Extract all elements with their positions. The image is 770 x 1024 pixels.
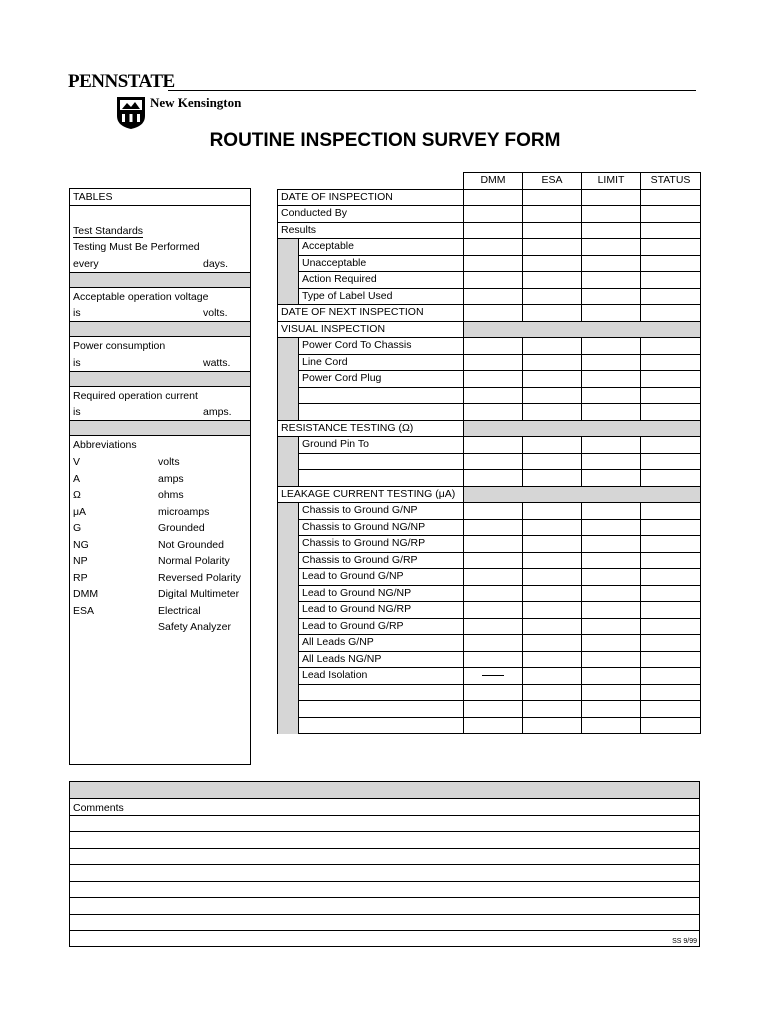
action-required-label: Action Required xyxy=(299,272,464,289)
indent-cell xyxy=(278,701,299,718)
resistance-testing-label: RESISTANCE TESTING (Ω) xyxy=(278,420,464,437)
entry-cell[interactable] xyxy=(641,635,701,652)
table-row xyxy=(278,519,701,536)
table-row xyxy=(278,635,701,652)
indent-cell xyxy=(278,354,299,371)
entry-cell[interactable] xyxy=(523,618,582,635)
entry-cell[interactable] xyxy=(523,387,582,404)
entry-cell[interactable] xyxy=(464,519,523,536)
abbreviation-meaning: Safety Analyzer xyxy=(158,621,231,633)
entry-cell[interactable] xyxy=(464,239,523,256)
blank-item xyxy=(299,387,464,404)
entry-cell[interactable] xyxy=(641,404,701,421)
entry-cell[interactable] xyxy=(464,635,523,652)
entry-cell[interactable] xyxy=(582,536,641,553)
table-row xyxy=(278,354,701,371)
unacceptable-label: Unacceptable xyxy=(299,255,464,272)
grey-band xyxy=(70,321,250,337)
entry-cell[interactable] xyxy=(582,272,641,289)
entry-cell[interactable] xyxy=(464,288,523,305)
leakage-item-label: Lead to Ground NG/NP xyxy=(299,585,464,602)
current-label: Required operation current xyxy=(73,390,198,402)
abbreviation-row xyxy=(70,586,250,602)
table-row xyxy=(278,255,701,272)
divider xyxy=(70,205,250,206)
entry-cell[interactable] xyxy=(523,552,582,569)
inspection-table xyxy=(277,172,701,734)
entry-cell[interactable] xyxy=(641,453,701,470)
entry-cell[interactable] xyxy=(523,470,582,487)
entry-cell[interactable] xyxy=(464,503,523,520)
abbreviation-row xyxy=(70,471,250,487)
indent-cell xyxy=(278,272,299,289)
table-row xyxy=(278,420,701,437)
table-row xyxy=(278,189,701,206)
entry-cell[interactable] xyxy=(582,288,641,305)
table-row xyxy=(278,684,701,701)
entry-cell[interactable] xyxy=(582,701,641,718)
reference-tables-panel xyxy=(69,188,251,765)
line-cord-label: Line Cord xyxy=(299,354,464,371)
pennstate-logo: PENNSTATE xyxy=(68,71,175,92)
comments-box xyxy=(69,781,700,947)
entry-cell[interactable] xyxy=(523,189,582,206)
leakage-item-label: Lead to Ground G/NP xyxy=(299,569,464,586)
date-of-next-inspection-label: DATE OF NEXT INSPECTION xyxy=(278,305,464,322)
indent-cell xyxy=(278,618,299,635)
indent-cell xyxy=(278,569,299,586)
is-label: is xyxy=(73,307,81,319)
entry-cell[interactable] xyxy=(464,206,523,223)
entry-cell[interactable] xyxy=(523,701,582,718)
abbreviation-meaning: Grounded xyxy=(158,522,205,534)
entry-cell[interactable] xyxy=(582,189,641,206)
leakage-item-label: Lead Isolation xyxy=(299,668,464,685)
indent-cell xyxy=(278,635,299,652)
entry-cell[interactable] xyxy=(582,222,641,239)
entry-cell[interactable] xyxy=(582,470,641,487)
entry-cell[interactable] xyxy=(582,519,641,536)
entry-cell[interactable] xyxy=(582,305,641,322)
abbreviation-code: NG xyxy=(73,538,89,551)
grey-band xyxy=(464,321,701,338)
test-standards-label: Test Standards xyxy=(73,225,144,237)
leakage-item-label: Chassis to Ground NG/NP xyxy=(299,519,464,536)
entry-cell[interactable] xyxy=(641,651,701,668)
entry-cell[interactable] xyxy=(523,206,582,223)
blank-header xyxy=(278,173,464,190)
abbreviation-code: RP xyxy=(73,571,88,584)
entry-cell[interactable] xyxy=(464,651,523,668)
column-header: STATUS xyxy=(641,173,701,190)
entry-cell[interactable] xyxy=(464,552,523,569)
entry-cell[interactable] xyxy=(464,189,523,206)
acceptable-label: Acceptable xyxy=(299,239,464,256)
dmm-dash xyxy=(464,668,523,685)
abbreviation-row xyxy=(70,520,250,536)
entry-cell[interactable] xyxy=(464,717,523,734)
entry-cell[interactable] xyxy=(523,585,582,602)
table-row xyxy=(278,338,701,355)
entry-cell[interactable] xyxy=(523,255,582,272)
table-row xyxy=(278,569,701,586)
blank-item xyxy=(299,717,464,734)
abbreviation-row xyxy=(70,603,250,619)
abbreviation-meaning: volts xyxy=(158,456,180,468)
table-row xyxy=(278,668,701,685)
entry-cell[interactable] xyxy=(582,255,641,272)
abbreviation-row xyxy=(70,454,250,470)
abbreviation-meaning: ohms xyxy=(158,489,184,501)
table-row xyxy=(278,717,701,734)
table-row xyxy=(278,387,701,404)
entry-cell[interactable] xyxy=(523,305,582,322)
entry-cell[interactable] xyxy=(464,272,523,289)
entry-cell[interactable] xyxy=(641,684,701,701)
entry-cell[interactable] xyxy=(641,206,701,223)
indent-cell xyxy=(278,602,299,619)
every-label: every xyxy=(73,258,99,270)
entry-cell[interactable] xyxy=(582,404,641,421)
indent-cell xyxy=(278,651,299,668)
entry-cell[interactable] xyxy=(523,338,582,355)
shield-logo-icon xyxy=(116,96,146,130)
entry-cell[interactable] xyxy=(582,387,641,404)
entry-cell[interactable] xyxy=(582,569,641,586)
days-unit: days. xyxy=(203,258,229,270)
entry-cell[interactable] xyxy=(464,453,523,470)
is-label: is xyxy=(73,357,81,369)
abbreviation-row xyxy=(70,537,250,553)
table-row xyxy=(278,453,701,470)
amps-unit: amps. xyxy=(203,406,232,418)
entry-cell[interactable] xyxy=(582,552,641,569)
leakage-item-label: Chassis to Ground G/RP xyxy=(299,552,464,569)
entry-cell[interactable] xyxy=(464,387,523,404)
leakage-item-label: All Leads NG/NP xyxy=(299,651,464,668)
entry-cell[interactable] xyxy=(641,701,701,718)
table-row xyxy=(278,321,701,338)
entry-cell[interactable] xyxy=(464,684,523,701)
entry-cell[interactable] xyxy=(582,717,641,734)
indent-cell xyxy=(278,668,299,685)
comments-label: Comments xyxy=(73,802,124,814)
entry-cell[interactable] xyxy=(523,222,582,239)
abbreviation-meaning: Normal Polarity xyxy=(158,555,230,567)
dash-mark xyxy=(482,675,504,676)
abbreviation-row xyxy=(70,487,250,503)
indent-cell xyxy=(278,684,299,701)
column-header: ESA xyxy=(523,173,582,190)
table-row xyxy=(278,486,701,503)
leakage-item-label: Lead to Ground NG/RP xyxy=(299,602,464,619)
abbreviation-code: NP xyxy=(73,555,88,567)
table-row xyxy=(278,618,701,635)
grey-band xyxy=(464,420,701,437)
entry-cell[interactable] xyxy=(523,239,582,256)
conducted-by-label: Conducted By xyxy=(278,206,464,223)
indent-cell xyxy=(278,288,299,305)
indent-cell xyxy=(278,338,299,355)
entry-cell[interactable] xyxy=(523,519,582,536)
abbreviation-meaning: Reversed Polarity xyxy=(158,571,241,584)
entry-cell[interactable] xyxy=(523,602,582,619)
entry-cell[interactable] xyxy=(582,668,641,685)
entry-cell[interactable] xyxy=(523,453,582,470)
column-header-row xyxy=(278,173,701,190)
entry-cell[interactable] xyxy=(641,552,701,569)
entry-cell[interactable] xyxy=(464,618,523,635)
entry-cell[interactable] xyxy=(464,701,523,718)
entry-cell[interactable] xyxy=(641,255,701,272)
entry-cell[interactable] xyxy=(523,354,582,371)
form-title: ROUTINE INSPECTION SURVEY FORM xyxy=(209,130,561,151)
entry-cell[interactable] xyxy=(582,437,641,454)
entry-cell[interactable] xyxy=(523,437,582,454)
table-row xyxy=(278,470,701,487)
table-row xyxy=(278,288,701,305)
entry-cell[interactable] xyxy=(641,519,701,536)
grey-band xyxy=(70,272,250,288)
entry-cell[interactable] xyxy=(523,668,582,685)
campus-name: New Kensington xyxy=(150,95,242,110)
indent-cell xyxy=(278,239,299,256)
table-row xyxy=(278,371,701,388)
entry-cell[interactable] xyxy=(523,684,582,701)
table-row xyxy=(278,585,701,602)
entry-cell[interactable] xyxy=(582,239,641,256)
table-row xyxy=(278,651,701,668)
entry-cell[interactable] xyxy=(641,717,701,734)
abbreviation-row xyxy=(70,553,250,569)
indent-cell xyxy=(278,371,299,388)
entry-cell[interactable] xyxy=(523,635,582,652)
entry-cell[interactable] xyxy=(582,206,641,223)
indent-cell xyxy=(278,536,299,553)
entry-cell[interactable] xyxy=(464,602,523,619)
entry-cell[interactable] xyxy=(582,453,641,470)
table-row xyxy=(278,305,701,322)
entry-cell[interactable] xyxy=(464,470,523,487)
abbreviation-code: G xyxy=(73,522,82,534)
abbreviation-meaning: Electrical xyxy=(158,604,201,617)
entry-cell[interactable] xyxy=(582,354,641,371)
entry-cell[interactable] xyxy=(582,684,641,701)
entry-cell[interactable] xyxy=(641,189,701,206)
abbreviation-code: μA xyxy=(73,505,87,518)
form-code: SS 9/99 xyxy=(672,938,697,945)
entry-cell[interactable] xyxy=(641,569,701,586)
entry-cell[interactable] xyxy=(641,338,701,355)
entry-cell[interactable] xyxy=(641,371,701,388)
entry-cell[interactable] xyxy=(641,602,701,619)
indent-cell xyxy=(278,717,299,734)
voltage-label: Acceptable operation voltage xyxy=(73,291,209,303)
column-header: DMM xyxy=(464,173,523,190)
entry-cell[interactable] xyxy=(523,569,582,586)
indent-cell xyxy=(278,404,299,421)
blank-item xyxy=(299,404,464,421)
entry-cell[interactable] xyxy=(523,717,582,734)
entry-cell[interactable] xyxy=(464,404,523,421)
entry-cell[interactable] xyxy=(641,536,701,553)
indent-cell xyxy=(278,552,299,569)
leakage-current-label: LEAKAGE CURRENT TESTING (μA) xyxy=(278,486,464,503)
visual-inspection-label: VISUAL INSPECTION xyxy=(278,321,464,338)
table-row xyxy=(278,404,701,421)
indent-cell xyxy=(278,519,299,536)
entry-cell[interactable] xyxy=(523,404,582,421)
is-label: is xyxy=(73,406,81,418)
abbreviation-code: DMM xyxy=(73,588,99,600)
table-row xyxy=(278,602,701,619)
date-of-inspection-label: DATE OF INSPECTION xyxy=(278,189,464,206)
table-row xyxy=(278,239,701,256)
abbreviation-meaning: microamps xyxy=(158,505,210,518)
table-row xyxy=(278,272,701,289)
entry-cell[interactable] xyxy=(523,536,582,553)
indent-cell xyxy=(278,470,299,487)
entry-cell[interactable] xyxy=(464,585,523,602)
abbreviation-code: V xyxy=(73,456,81,468)
entry-cell[interactable] xyxy=(641,437,701,454)
entry-cell[interactable] xyxy=(641,272,701,289)
grey-band xyxy=(70,782,699,798)
table-row xyxy=(278,222,701,239)
entry-cell[interactable] xyxy=(582,618,641,635)
ground-pin-label: Ground Pin To xyxy=(299,437,464,454)
entry-cell[interactable] xyxy=(523,503,582,520)
entry-cell[interactable] xyxy=(582,338,641,355)
entry-cell[interactable] xyxy=(641,387,701,404)
table-row xyxy=(278,552,701,569)
indent-cell xyxy=(278,503,299,520)
abbreviation-row xyxy=(70,619,250,635)
indent-cell xyxy=(278,255,299,272)
entry-cell[interactable] xyxy=(641,585,701,602)
leakage-item-label: Lead to Ground G/RP xyxy=(299,618,464,635)
table-row xyxy=(278,701,701,718)
watts-unit: watts. xyxy=(203,357,231,369)
indent-cell xyxy=(278,585,299,602)
entry-cell[interactable] xyxy=(641,503,701,520)
power-cord-chassis-label: Power Cord To Chassis xyxy=(299,338,464,355)
entry-cell[interactable] xyxy=(641,288,701,305)
blank-item xyxy=(299,701,464,718)
abbreviation-meaning: amps xyxy=(158,472,184,485)
leakage-item-label: Chassis to Ground G/NP xyxy=(299,503,464,520)
entry-cell[interactable] xyxy=(641,618,701,635)
entry-cell[interactable] xyxy=(582,371,641,388)
entry-cell[interactable] xyxy=(582,635,641,652)
blank-item xyxy=(299,470,464,487)
entry-cell[interactable] xyxy=(641,668,701,685)
indent-cell xyxy=(278,387,299,404)
abbreviation-meaning: Not Grounded xyxy=(158,538,224,551)
entry-cell[interactable] xyxy=(523,371,582,388)
blank-item xyxy=(299,453,464,470)
entry-cell[interactable] xyxy=(641,222,701,239)
entry-cell[interactable] xyxy=(641,239,701,256)
abbreviation-code: Ω xyxy=(73,489,81,501)
entry-cell[interactable] xyxy=(582,651,641,668)
entry-cell[interactable] xyxy=(523,272,582,289)
entry-cell[interactable] xyxy=(464,338,523,355)
table-row xyxy=(278,503,701,520)
entry-cell[interactable] xyxy=(641,354,701,371)
grey-band xyxy=(464,486,701,503)
grey-band xyxy=(70,420,250,436)
abbreviation-row xyxy=(70,504,250,520)
entry-cell[interactable] xyxy=(582,585,641,602)
testing-must-label: Testing Must Be Performed xyxy=(73,241,200,253)
abbreviations-label: Abbreviations xyxy=(73,439,137,451)
entry-cell[interactable] xyxy=(582,503,641,520)
header-rule xyxy=(168,90,696,91)
power-label: Power consumption xyxy=(73,340,166,352)
indent-cell xyxy=(278,437,299,454)
table-row xyxy=(278,437,701,454)
leakage-item-label: Chassis to Ground NG/RP xyxy=(299,536,464,553)
column-header: LIMIT xyxy=(582,173,641,190)
entry-cell[interactable] xyxy=(464,569,523,586)
entry-cell[interactable] xyxy=(523,288,582,305)
volts-unit: volts. xyxy=(203,307,228,319)
leakage-item-label: All Leads G/NP xyxy=(299,635,464,652)
entry-cell[interactable] xyxy=(641,470,701,487)
blank-item xyxy=(299,684,464,701)
power-cord-plug-label: Power Cord Plug xyxy=(299,371,464,388)
entry-cell[interactable] xyxy=(464,305,523,322)
abbreviation-meaning: Digital Multimeter xyxy=(158,588,240,600)
entry-cell[interactable] xyxy=(464,437,523,454)
tables-label: TABLES xyxy=(73,191,113,203)
entry-cell[interactable] xyxy=(464,354,523,371)
indent-cell xyxy=(278,453,299,470)
entry-cell[interactable] xyxy=(464,222,523,239)
entry-cell[interactable] xyxy=(641,305,701,322)
entry-cell[interactable] xyxy=(523,651,582,668)
abbreviation-code: ESA xyxy=(73,604,95,617)
type-of-label-label: Type of Label Used xyxy=(299,288,464,305)
entry-cell[interactable] xyxy=(464,255,523,272)
table-row xyxy=(278,536,701,553)
grey-band xyxy=(70,371,250,387)
abbreviation-code: A xyxy=(73,472,81,485)
table-row xyxy=(278,206,701,223)
entry-cell[interactable] xyxy=(464,371,523,388)
entry-cell[interactable] xyxy=(582,602,641,619)
results-label: Results xyxy=(278,222,464,239)
abbreviation-row xyxy=(70,570,250,586)
entry-cell[interactable] xyxy=(464,536,523,553)
